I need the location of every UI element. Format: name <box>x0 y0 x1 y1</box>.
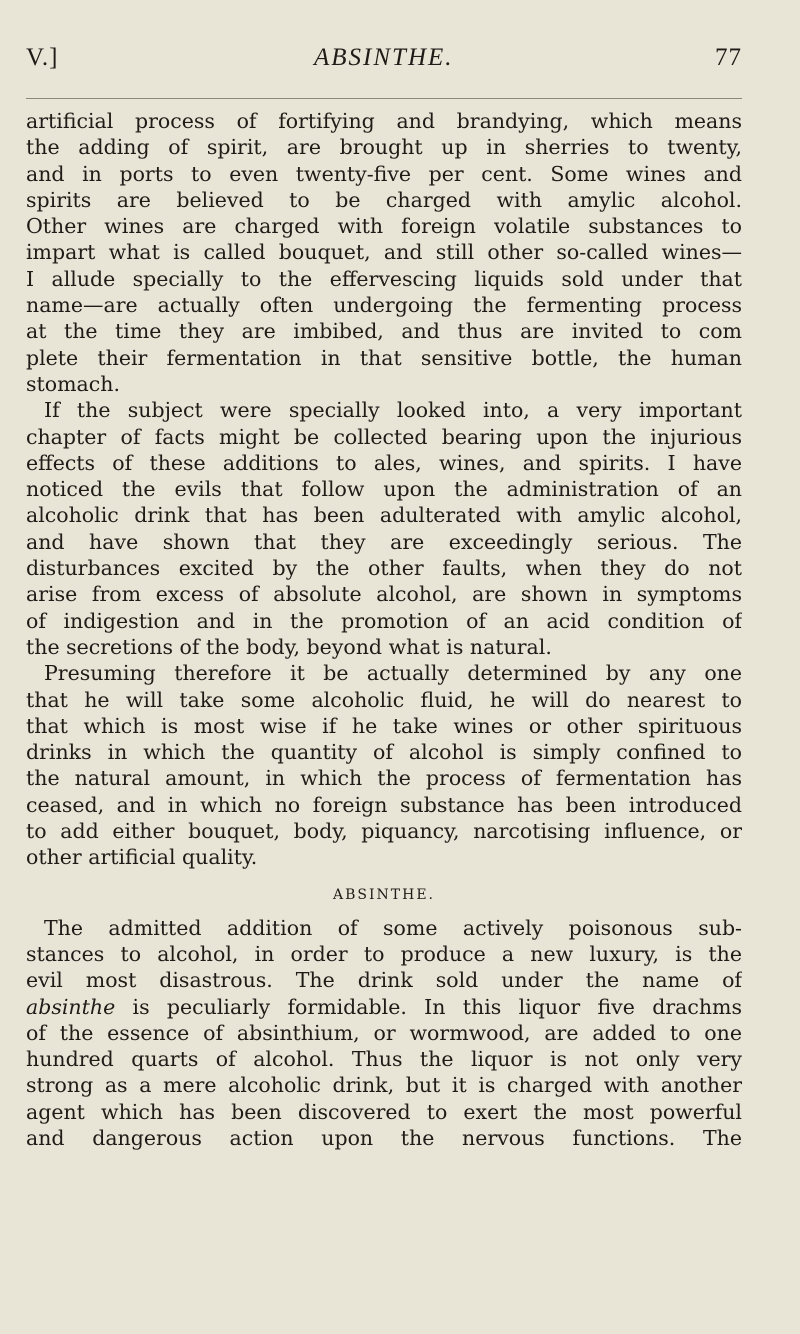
text-run: is peculiarly formidable. In this liquor five drachms <box>115 994 742 1019</box>
text-line: other artificial quality. <box>26 845 258 870</box>
text-line: agent which has been discovered to exert the most powerful <box>26 1099 742 1124</box>
text-line: of indigestion and in the promotion of an acid condition of <box>26 608 742 633</box>
chapter-number: V.] <box>26 44 59 71</box>
text-line: impart what is called bouquet, and still other so-called wines— <box>26 240 742 265</box>
running-header <box>26 36 742 76</box>
text-line: plete their fermentation in that sensitive bottle, the human <box>26 345 742 370</box>
text-line: The admitted addition of some actively poisonous sub- <box>44 915 742 940</box>
text-line: Other wines are charged with foreign volatile substances to <box>26 214 742 239</box>
header-rule <box>26 98 742 99</box>
text-line: and dangerous action upon the nervous functions. The <box>26 1125 742 1150</box>
text-line: the natural amount, in which the process of fermentation has <box>26 766 742 791</box>
text-line: artificial process of fortifying and brandying, which means <box>26 109 742 133</box>
paragraph-2 <box>26 397 742 660</box>
text-line: effects of these additions to ales, wines, and spirits. I have <box>26 450 742 475</box>
text-line: evil most disastrous. The drink sold under the name of <box>26 968 742 993</box>
paragraph-1 <box>26 108 742 397</box>
italic-term: absinthe <box>26 994 116 1019</box>
text-line: arise from excess of absolute alcohol, are shown in symptoms <box>26 582 742 607</box>
text-line: alcoholic drink that has been adulterated with amylic alcohol, <box>26 503 742 528</box>
running-title: ABSINTHE. <box>314 44 454 71</box>
body-text <box>26 108 742 1151</box>
text-line: at the time they are imbibed, and thus are invited to com <box>26 319 742 344</box>
text-line: drinks in which the quantity of alcohol is simply confined to <box>26 740 742 765</box>
text-line <box>26 994 742 1020</box>
text-line: disturbances excited by the other faults, when they do not <box>26 556 742 581</box>
text-line: strong as a mere alcoholic drink, but it is charged with another <box>26 1073 742 1098</box>
paragraph-3 <box>26 660 742 870</box>
text-line: to add either bouquet, body, piquancy, narcotising influence, or <box>26 819 742 844</box>
section-subheading: ABSINTHE. <box>333 886 435 903</box>
text-line: that he will take some alcoholic fluid, he will do nearest to <box>26 687 742 712</box>
text-line: ceased, and in which no foreign substance has been introduced <box>26 792 742 817</box>
text-line: name—are actually often undergoing the fermenting process <box>26 293 742 318</box>
text-line: noticed the evils that follow upon the administration of an <box>26 477 742 502</box>
text-line: stomach. <box>26 371 120 396</box>
text-line: If the subject were specially looked into, a very important <box>44 398 742 423</box>
text-line: spirits are believed to be charged with amylic alcohol. <box>26 187 742 212</box>
text-line: the secretions of the body, beyond what is natural. <box>26 634 552 659</box>
text-line: and have shown that they are exceedingly serious. The <box>26 529 742 554</box>
text-line: the adding of spirit, are brought up in sherries to twenty, <box>26 135 742 160</box>
text-line: Presuming therefore it be actually determined by any one <box>44 661 742 686</box>
text-line: of the essence of absinthium, or wormwood, are added to one <box>26 1020 742 1045</box>
text-line: chapter of facts might be collected bearing upon the injurious <box>26 424 742 449</box>
text-line: stances to alcohol, in order to produce a new luxury, is the <box>26 941 742 966</box>
paragraph-4 <box>26 915 742 1152</box>
text-line: and in ports to even twenty-five per cent. Some wines and <box>26 161 742 186</box>
text-line: hundred quarts of alcohol. Thus the liquor is not only very <box>26 1047 742 1072</box>
page-number: 77 <box>715 44 742 71</box>
text-line: that which is most wise if he take wines or other spirituous <box>26 713 742 738</box>
text-line: I allude specially to the effervescing liquids sold under that <box>26 266 742 291</box>
